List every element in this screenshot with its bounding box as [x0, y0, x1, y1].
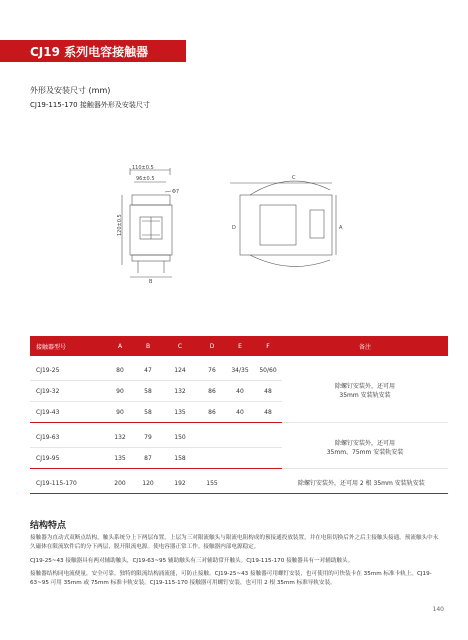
dim-a-label: A [339, 225, 343, 231]
table-header-row [30, 336, 448, 356]
cell-a: 90 [106, 402, 134, 423]
note-group-3: 除螺钉安装外，还可用 2 根 35mm 安装轨安装 [282, 473, 448, 494]
dim-side-label: 120±0.5 [117, 214, 123, 236]
cell-d: 76 [198, 360, 226, 381]
header-banner [0, 40, 186, 62]
cell-c: 192 [162, 473, 198, 494]
section-title: 外形及安装尺寸 (mm) [30, 86, 111, 95]
cell-model: CJ19-32 [30, 381, 106, 402]
phi-label: Φ7 [172, 189, 180, 195]
cell-e: 40 [226, 381, 254, 402]
side-view [230, 175, 343, 266]
note-line: 35mm 安装轨安装 [339, 392, 391, 399]
front-view [117, 165, 179, 285]
cell-c: 135 [162, 402, 198, 423]
note-line: 35mm、75mm 安装轨安装 [326, 448, 404, 456]
cell-f: 48 [254, 402, 282, 423]
cell-d: 86 [198, 402, 226, 423]
table-row [30, 360, 448, 381]
col-header-a: A [106, 336, 134, 356]
cell-a: 135 [106, 448, 134, 469]
cell-d [198, 427, 226, 448]
dim-mid-label: 96±0.5 [136, 176, 155, 182]
cell-d: 86 [198, 381, 226, 402]
cell-c: 158 [162, 448, 198, 469]
col-header-model: 接触器型号 [30, 336, 106, 356]
cell-f [254, 448, 282, 469]
table-row [30, 473, 448, 494]
dim-c-label: C [292, 175, 296, 181]
col-header-note: 备注 [282, 336, 448, 356]
dim-d-label: D [232, 225, 236, 231]
page-title: CJ19 系列电容接触器 [30, 45, 149, 59]
dim-top-label: 110±0.5 [132, 165, 154, 171]
features-paragraph-2: CJ19-25~43 接触器具有两对辅助触头，CJ19-63~95 辅助触头有三对辅助常开触头。CJ19-115-170 接触器具有一对辅助触头。 [30, 558, 354, 564]
spec-table [30, 336, 448, 494]
cell-f [254, 427, 282, 448]
cell-a: 200 [106, 473, 134, 494]
cell-model: CJ19-43 [30, 402, 106, 423]
cell-c: 132 [162, 381, 198, 402]
cell-f [254, 473, 282, 494]
cell-e [226, 473, 254, 494]
cell-b: 58 [134, 381, 162, 402]
note-line: 除螺钉安装外，还可用 [334, 439, 395, 447]
col-header-b: B [134, 336, 162, 356]
cell-model: CJ19-25 [30, 360, 106, 381]
col-header-c: C [162, 336, 198, 356]
cell-b: 79 [134, 427, 162, 448]
col-header-d: D [198, 336, 226, 356]
cell-d: 155 [198, 473, 226, 494]
note-line: 除螺钉安装外，还可用 [334, 383, 395, 390]
cell-model: CJ19-63 [30, 427, 106, 448]
dimension-diagram [110, 165, 360, 285]
note-group-2 [282, 427, 448, 469]
cell-model: CJ19-115-170 [30, 473, 106, 494]
col-header-f: F [254, 336, 282, 356]
cell-b: 87 [134, 448, 162, 469]
cell-f: 48 [254, 381, 282, 402]
cell-b: 47 [134, 360, 162, 381]
cell-e [226, 427, 254, 448]
cell-e: 34/35 [226, 360, 254, 381]
cell-model: CJ19-95 [30, 448, 106, 469]
cell-b: 120 [134, 473, 162, 494]
cell-c: 124 [162, 360, 198, 381]
cell-a: 90 [106, 381, 134, 402]
cell-e: 40 [226, 402, 254, 423]
cell-f: 50/60 [254, 360, 282, 381]
section-subtitle: CJ19-115-170 接触器外形及安装尺寸 [30, 101, 150, 109]
cell-d [198, 448, 226, 469]
table-row [30, 427, 448, 448]
cell-b: 58 [134, 402, 162, 423]
page-number: 140 [432, 606, 444, 613]
note-group-1 [282, 360, 448, 423]
cell-a: 132 [106, 427, 134, 448]
dim-b-label: B [149, 279, 153, 285]
cell-c: 150 [162, 427, 198, 448]
col-header-e: E [226, 336, 254, 356]
cell-e [226, 448, 254, 469]
features-paragraph-1: 接触器为直动式双断点结构，触头系统分上下两层布置。上层为三对限流触头与限流电阻构成的预接通投放装置，并在电阻切换后外之后主接触头接通。预流触头中永久磁体在限流软件后的分下两层，脱开限流电源。使电容器正常工作。接触器内部电源稳定。 [30, 535, 439, 550]
features-paragraph-3: 接触器结构同电流便量，安全可靠。独特的限流结构涌流能，可防止接触。CJ19-25~43 接触器可用螺钉安装，也可使用的可快装卡在 35mm 标准卡轨上。CJ19-63~95 可用 35mm 或 75mm 标准卡轨安装。CJ19-115-170 接触器可用螺钉安装，也可用 2 根 35mm 标准导轨安装。 [30, 571, 432, 586]
features-title: 结构特点 [30, 521, 67, 531]
cell-a: 80 [106, 360, 134, 381]
